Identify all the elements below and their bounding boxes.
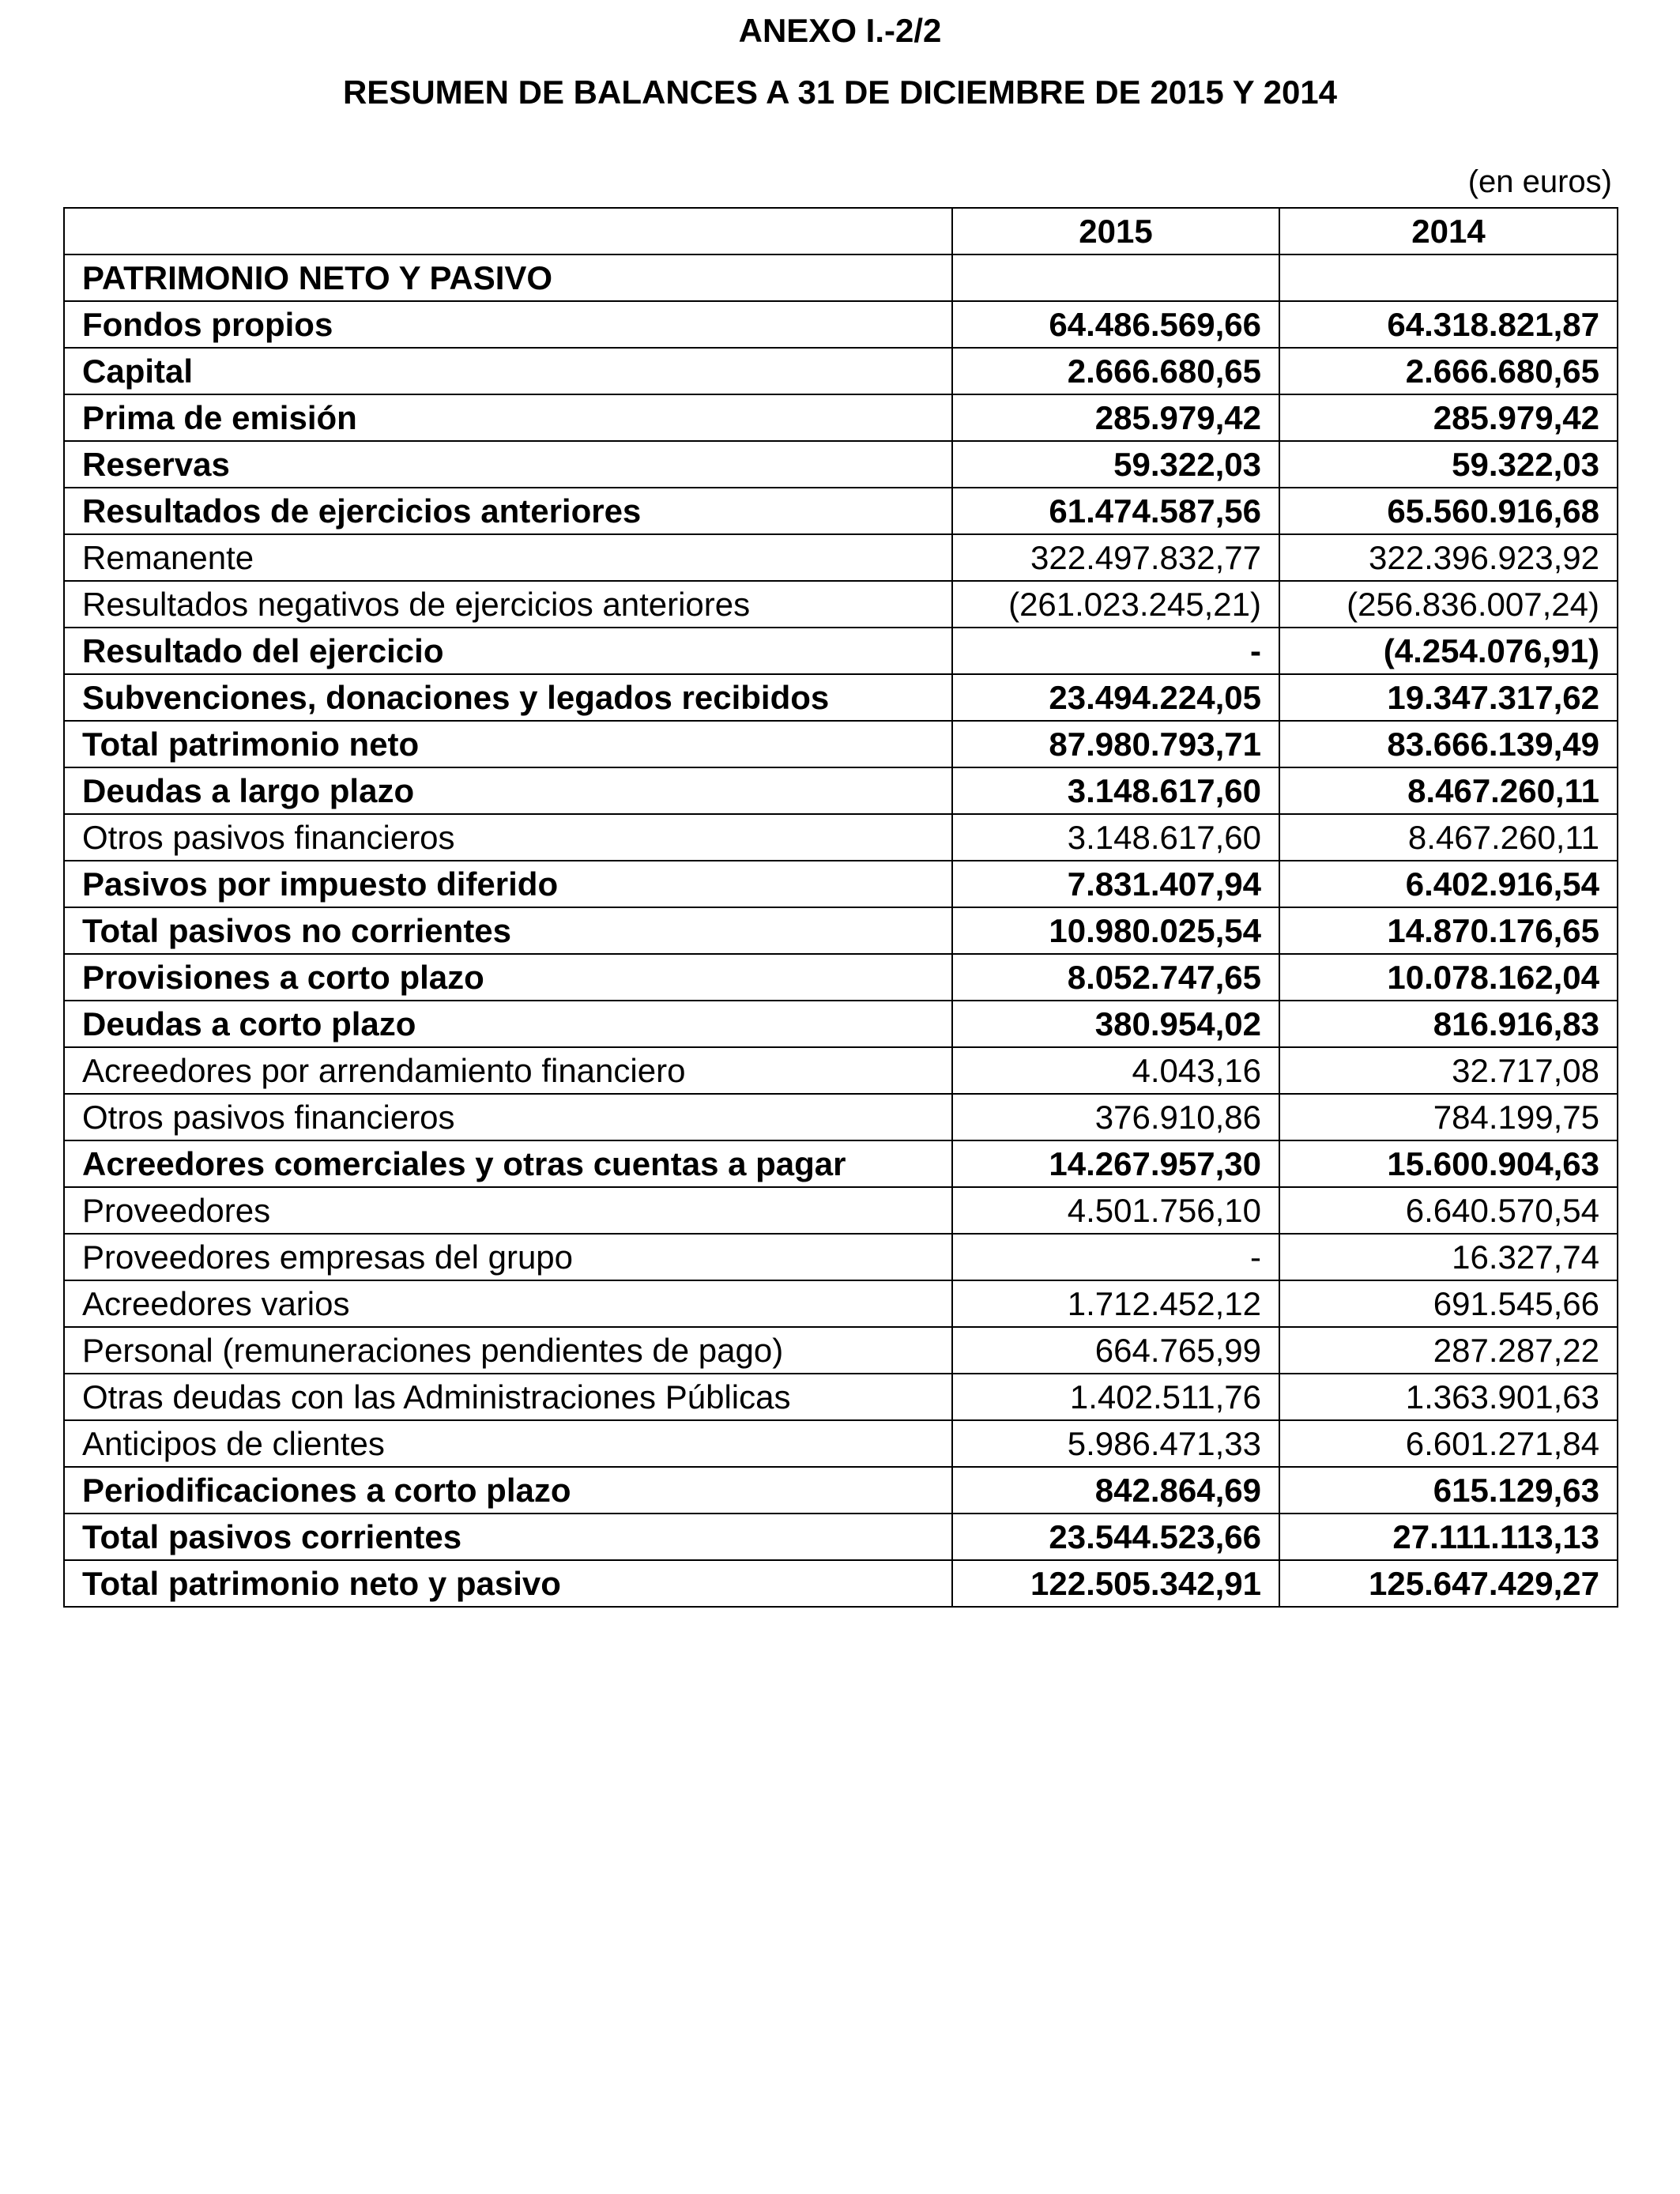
- value-2015: 380.954,02: [952, 1001, 1279, 1047]
- row-label: Anticipos de clientes: [64, 1420, 952, 1467]
- value-2014: 15.600.904,63: [1279, 1140, 1618, 1187]
- row-label: Personal (remuneraciones pendientes de pago): [64, 1327, 952, 1374]
- value-2014: 615.129,63: [1279, 1467, 1618, 1514]
- value-2015: 842.864,69: [952, 1467, 1279, 1514]
- value-2014: 125.647.429,27: [1279, 1560, 1618, 1607]
- value-2014: 19.347.317,62: [1279, 674, 1618, 721]
- row-label: Resultado del ejercicio: [64, 628, 952, 674]
- table-row: [64, 954, 1618, 1001]
- value-2014: 8.467.260,11: [1279, 767, 1618, 814]
- value-2015: 64.486.569,66: [952, 301, 1279, 348]
- table-row: [64, 254, 1618, 301]
- table-row: [64, 1047, 1618, 1094]
- table-row: [64, 534, 1618, 581]
- value-2014: 65.560.916,68: [1279, 488, 1618, 534]
- value-2014: 322.396.923,92: [1279, 534, 1618, 581]
- row-label: Prima de emisión: [64, 394, 952, 441]
- table-row: [64, 1234, 1618, 1280]
- balance-table: [63, 207, 1618, 1608]
- page-title: RESUMEN DE BALANCES A 31 DE DICIEMBRE DE 2015 Y 2014: [342, 74, 1338, 111]
- value-2014: 816.916,83: [1279, 1001, 1618, 1047]
- value-2014: (256.836.007,24): [1279, 581, 1618, 628]
- value-2015: 23.544.523,66: [952, 1514, 1279, 1560]
- value-2014: (4.254.076,91): [1279, 628, 1618, 674]
- row-label: Proveedores: [64, 1187, 952, 1234]
- table-row: [64, 1140, 1618, 1187]
- value-2014: [1279, 254, 1618, 301]
- row-label: Total patrimonio neto y pasivo: [64, 1560, 952, 1607]
- table-row: [64, 348, 1618, 394]
- value-2014: 287.287,22: [1279, 1327, 1618, 1374]
- value-2015: 285.979,42: [952, 394, 1279, 441]
- row-label: Fondos propios: [64, 301, 952, 348]
- value-2015: 664.765,99: [952, 1327, 1279, 1374]
- value-2015: 14.267.957,30: [952, 1140, 1279, 1187]
- value-2014: 1.363.901,63: [1279, 1374, 1618, 1420]
- value-2014: 6.601.271,84: [1279, 1420, 1618, 1467]
- table-body: [64, 254, 1618, 1607]
- column-header-2014: 2014: [1279, 208, 1618, 254]
- value-2014: 59.322,03: [1279, 441, 1618, 488]
- row-label: Periodificaciones a corto plazo: [64, 1467, 952, 1514]
- value-2015: 1.712.452,12: [952, 1280, 1279, 1327]
- table-row: [64, 1001, 1618, 1047]
- value-2015: 2.666.680,65: [952, 348, 1279, 394]
- row-label: Otros pasivos financieros: [64, 1094, 952, 1140]
- value-2015: -: [952, 628, 1279, 674]
- table-row: [64, 628, 1618, 674]
- value-2014: 10.078.162,04: [1279, 954, 1618, 1001]
- value-2015: 4.043,16: [952, 1047, 1279, 1094]
- value-2015: 322.497.832,77: [952, 534, 1279, 581]
- value-2015: 59.322,03: [952, 441, 1279, 488]
- row-label: Remanente: [64, 534, 952, 581]
- table-row: [64, 721, 1618, 767]
- row-label: Otras deudas con las Administraciones Públicas: [64, 1374, 952, 1420]
- value-2015: 7.831.407,94: [952, 861, 1279, 907]
- value-2014: 6.640.570,54: [1279, 1187, 1618, 1234]
- value-2015: 8.052.747,65: [952, 954, 1279, 1001]
- table-row: [64, 861, 1618, 907]
- value-2015: 10.980.025,54: [952, 907, 1279, 954]
- table-row: [64, 1374, 1618, 1420]
- column-header-label: [64, 208, 952, 254]
- row-label: Acreedores varios: [64, 1280, 952, 1327]
- table-row: [64, 674, 1618, 721]
- value-2014: 6.402.916,54: [1279, 861, 1618, 907]
- value-2015: [952, 254, 1279, 301]
- row-label: Provisiones a corto plazo: [64, 954, 952, 1001]
- row-label: Total pasivos no corrientes: [64, 907, 952, 954]
- value-2014: 83.666.139,49: [1279, 721, 1618, 767]
- column-header-2015: 2015: [952, 208, 1279, 254]
- row-label: Capital: [64, 348, 952, 394]
- table-row: [64, 814, 1618, 861]
- value-2015: 1.402.511,76: [952, 1374, 1279, 1420]
- value-2014: 32.717,08: [1279, 1047, 1618, 1094]
- row-label: Acreedores por arrendamiento financiero: [64, 1047, 952, 1094]
- row-label: Proveedores empresas del grupo: [64, 1234, 952, 1280]
- table-row: [64, 1327, 1618, 1374]
- value-2015: 3.148.617,60: [952, 814, 1279, 861]
- table-row: [64, 394, 1618, 441]
- value-2014: 784.199,75: [1279, 1094, 1618, 1140]
- row-label: Resultados negativos de ejercicios anteriores: [64, 581, 952, 628]
- value-2014: 8.467.260,11: [1279, 814, 1618, 861]
- row-label: Total patrimonio neto: [64, 721, 952, 767]
- value-2015: 87.980.793,71: [952, 721, 1279, 767]
- value-2014: 64.318.821,87: [1279, 301, 1618, 348]
- table-row: [64, 1560, 1618, 1607]
- unit-note: (en euros): [1467, 164, 1612, 199]
- row-label: Acreedores comerciales y otras cuentas a pagar: [64, 1140, 952, 1187]
- value-2014: 27.111.113,13: [1279, 1514, 1618, 1560]
- row-label: Reservas: [64, 441, 952, 488]
- value-2015: 5.986.471,33: [952, 1420, 1279, 1467]
- annex-title: ANEXO I.-2/2: [738, 12, 942, 49]
- table-row: [64, 301, 1618, 348]
- table-row: [64, 1420, 1618, 1467]
- table-row: [64, 581, 1618, 628]
- table-row: [64, 1187, 1618, 1234]
- table-row: [64, 1280, 1618, 1327]
- row-label: Total pasivos corrientes: [64, 1514, 952, 1560]
- table-header-row: [64, 208, 1618, 254]
- value-2015: 23.494.224,05: [952, 674, 1279, 721]
- row-label: Deudas a largo plazo: [64, 767, 952, 814]
- value-2014: 691.545,66: [1279, 1280, 1618, 1327]
- table-row: [64, 1514, 1618, 1560]
- value-2015: -: [952, 1234, 1279, 1280]
- value-2014: 14.870.176,65: [1279, 907, 1618, 954]
- value-2015: 3.148.617,60: [952, 767, 1279, 814]
- row-label: PATRIMONIO NETO Y PASIVO: [64, 254, 952, 301]
- table-row: [64, 441, 1618, 488]
- table-row: [64, 907, 1618, 954]
- row-label: Deudas a corto plazo: [64, 1001, 952, 1047]
- table-row: [64, 488, 1618, 534]
- table-row: [64, 1094, 1618, 1140]
- value-2014: 285.979,42: [1279, 394, 1618, 441]
- row-label: Subvenciones, donaciones y legados recibidos: [64, 674, 952, 721]
- value-2014: 16.327,74: [1279, 1234, 1618, 1280]
- value-2015: 122.505.342,91: [952, 1560, 1279, 1607]
- table-row: [64, 767, 1618, 814]
- table-row: [64, 1467, 1618, 1514]
- row-label: Resultados de ejercicios anteriores: [64, 488, 952, 534]
- value-2014: 2.666.680,65: [1279, 348, 1618, 394]
- value-2015: 376.910,86: [952, 1094, 1279, 1140]
- row-label: Otros pasivos financieros: [64, 814, 952, 861]
- row-label: Pasivos por impuesto diferido: [64, 861, 952, 907]
- value-2015: 61.474.587,56: [952, 488, 1279, 534]
- value-2015: 4.501.756,10: [952, 1187, 1279, 1234]
- value-2015: (261.023.245,21): [952, 581, 1279, 628]
